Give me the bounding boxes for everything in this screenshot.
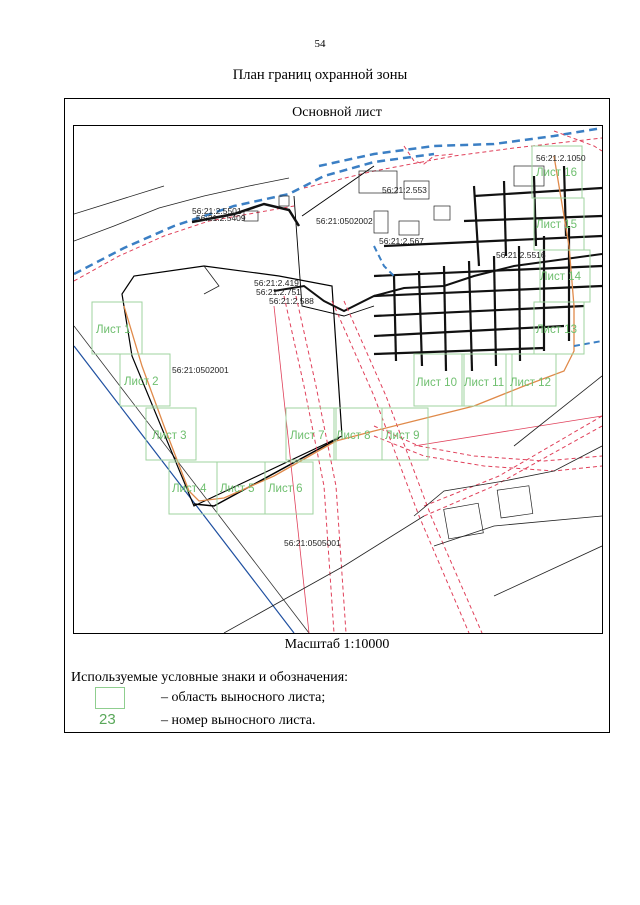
parcel-label: 56:21:0505001 [284, 538, 341, 548]
page-number: 54 [314, 38, 326, 50]
sheet-label[interactable]: Лист 14 [540, 271, 581, 283]
map-canvas[interactable] [73, 125, 603, 634]
sheet-label[interactable]: Лист 13 [536, 324, 577, 336]
sheet-label[interactable]: Лист 2 [124, 376, 159, 388]
town-grid [374, 166, 602, 371]
sheet-label[interactable]: Лист 3 [152, 430, 187, 442]
legend-number-text: – номер выносного листа. [161, 713, 316, 728]
sheet-label[interactable]: Лист 4 [172, 483, 207, 495]
scale-label: Масштаб 1:10000 [284, 637, 390, 652]
sheet-label[interactable]: Лист 16 [536, 167, 577, 179]
map-frame [64, 98, 610, 733]
parcel-label: 56:21:2.419 [254, 278, 299, 288]
sheet-label[interactable]: Лист 15 [536, 219, 577, 231]
sheet-label[interactable]: Лист 10 [416, 377, 457, 389]
sheet-boxes [92, 146, 590, 514]
sheet-label[interactable]: Лист 1 [96, 324, 131, 336]
legend-title: Используемые условные знаки и обозначения: [71, 670, 349, 685]
parcel-label: 56:21:2.1050 [536, 153, 586, 163]
sheet-label[interactable]: Лист 11 [464, 377, 505, 389]
legend-area-swatch [95, 687, 125, 709]
parcel-label: 56:21:2.5501 [192, 206, 242, 216]
sheet-label[interactable]: Лист 12 [510, 377, 551, 389]
parcel-label: 56:21:2.751 [256, 287, 301, 297]
parcel-label: 56:21:2.553 [382, 185, 427, 195]
parcel-label: 56:21:0502002 [316, 216, 373, 226]
parcel-label: 56:21:2.567 [379, 236, 424, 246]
sheet-label[interactable]: Лист 7 [290, 430, 325, 442]
legend-area-text: – область выносного листа; [161, 690, 326, 705]
sheet-label[interactable]: Лист 9 [385, 430, 420, 442]
sheet-label[interactable]: Лист 8 [336, 430, 371, 442]
map-svg [74, 126, 602, 633]
parcel-label: 56:21:2.588 [269, 296, 314, 306]
parcel-label: 56:21:2.5409 [196, 213, 246, 223]
parcel-label: 56:21:0502001 [172, 365, 229, 375]
sheet-label[interactable]: Лист 6 [268, 483, 303, 495]
sheet-label[interactable]: Лист 5 [220, 483, 255, 495]
legend-number-sample: 23 [99, 711, 116, 728]
page-title: План границ охранной зоны [232, 67, 408, 83]
parcel-label: 56:21:2.5516 [496, 250, 546, 260]
frame-title: Основной лист [292, 105, 382, 120]
